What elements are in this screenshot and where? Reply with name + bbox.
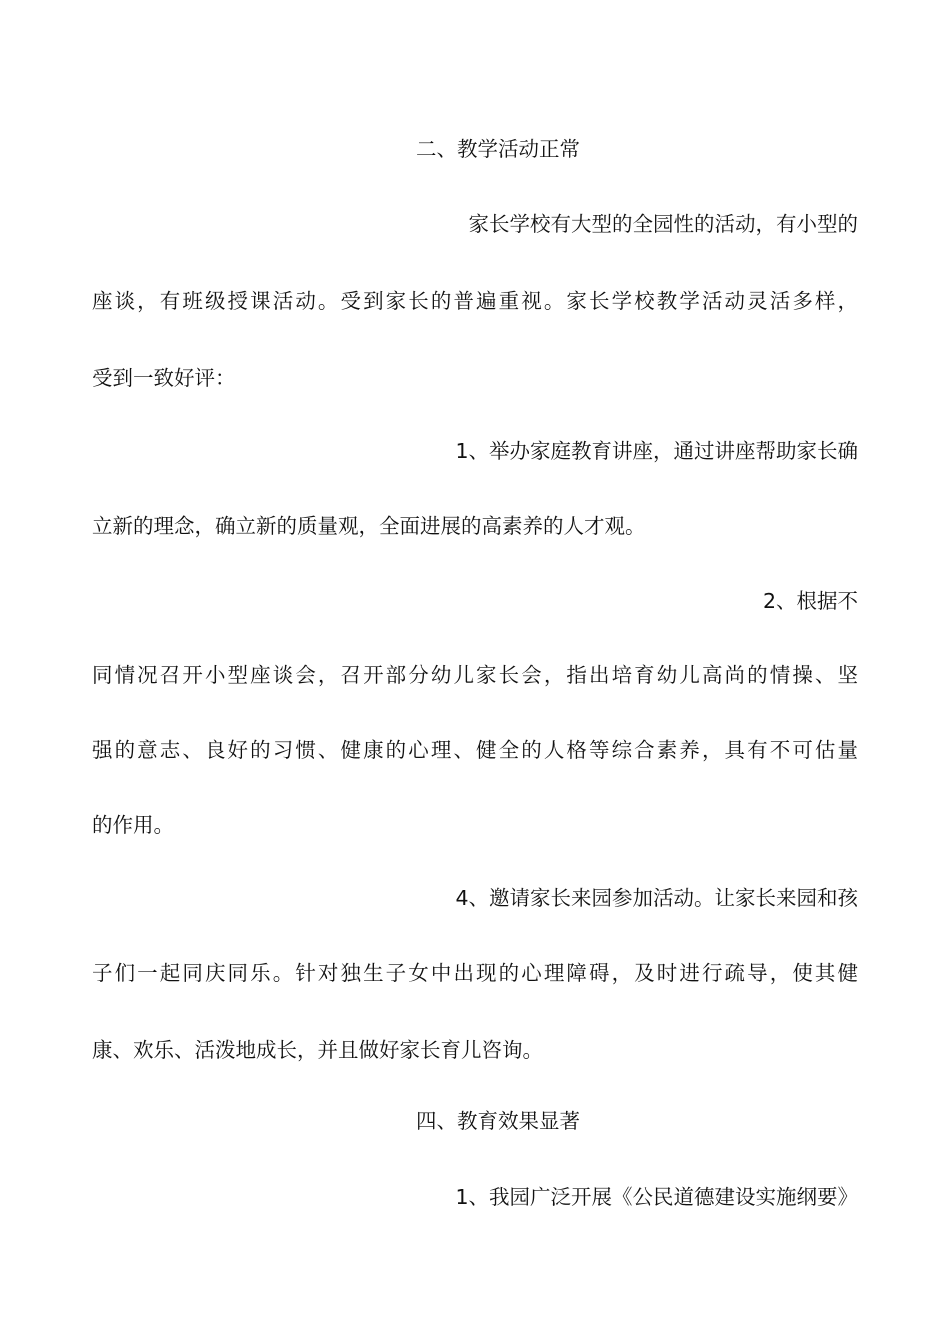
- paragraph-line: 受到一致好评：: [92, 366, 236, 390]
- list-item-line: 同情况召开小型座谈会，召开部分幼儿家长会，指出培育幼儿高尚的情操、坚: [92, 663, 858, 687]
- list-item-line: 康、欢乐、活泼地成长，并且做好家长育儿咨询。: [92, 1038, 543, 1062]
- list-item-line: 1、我园广泛开展《公民道德建设实施纲要》: [455, 1185, 858, 1209]
- paragraph-line: 座谈，有班级授课活动。受到家长的普遍重视。家长学校教学活动灵活多样，: [92, 289, 858, 313]
- list-item-line: 的作用。: [92, 813, 174, 837]
- list-item-line: 强的意志、良好的习惯、健康的心理、健全的人格等综合素养，具有不可估量: [92, 738, 858, 762]
- list-item-line: 4、邀请家长来园参加活动。让家长来园和孩: [455, 886, 858, 910]
- list-item-line: 子们一起同庆同乐。针对独生子女中出现的心理障碍，及时进行疏导，使其健: [92, 961, 858, 985]
- list-item-line: 立新的理念，确立新的质量观，全面进展的高素养的人才观。: [92, 514, 646, 538]
- paragraph-line: 家长学校有大型的全园性的活动，有小型的: [468, 212, 858, 236]
- list-item-line: 2、根据不: [762, 589, 858, 613]
- list-item-line: 1、举办家庭教育讲座，通过讲座帮助家长确: [455, 439, 858, 463]
- section-heading-education-results: 四、教育效果显著: [416, 1109, 580, 1133]
- section-heading-teaching-activities: 二、教学活动正常: [416, 137, 580, 161]
